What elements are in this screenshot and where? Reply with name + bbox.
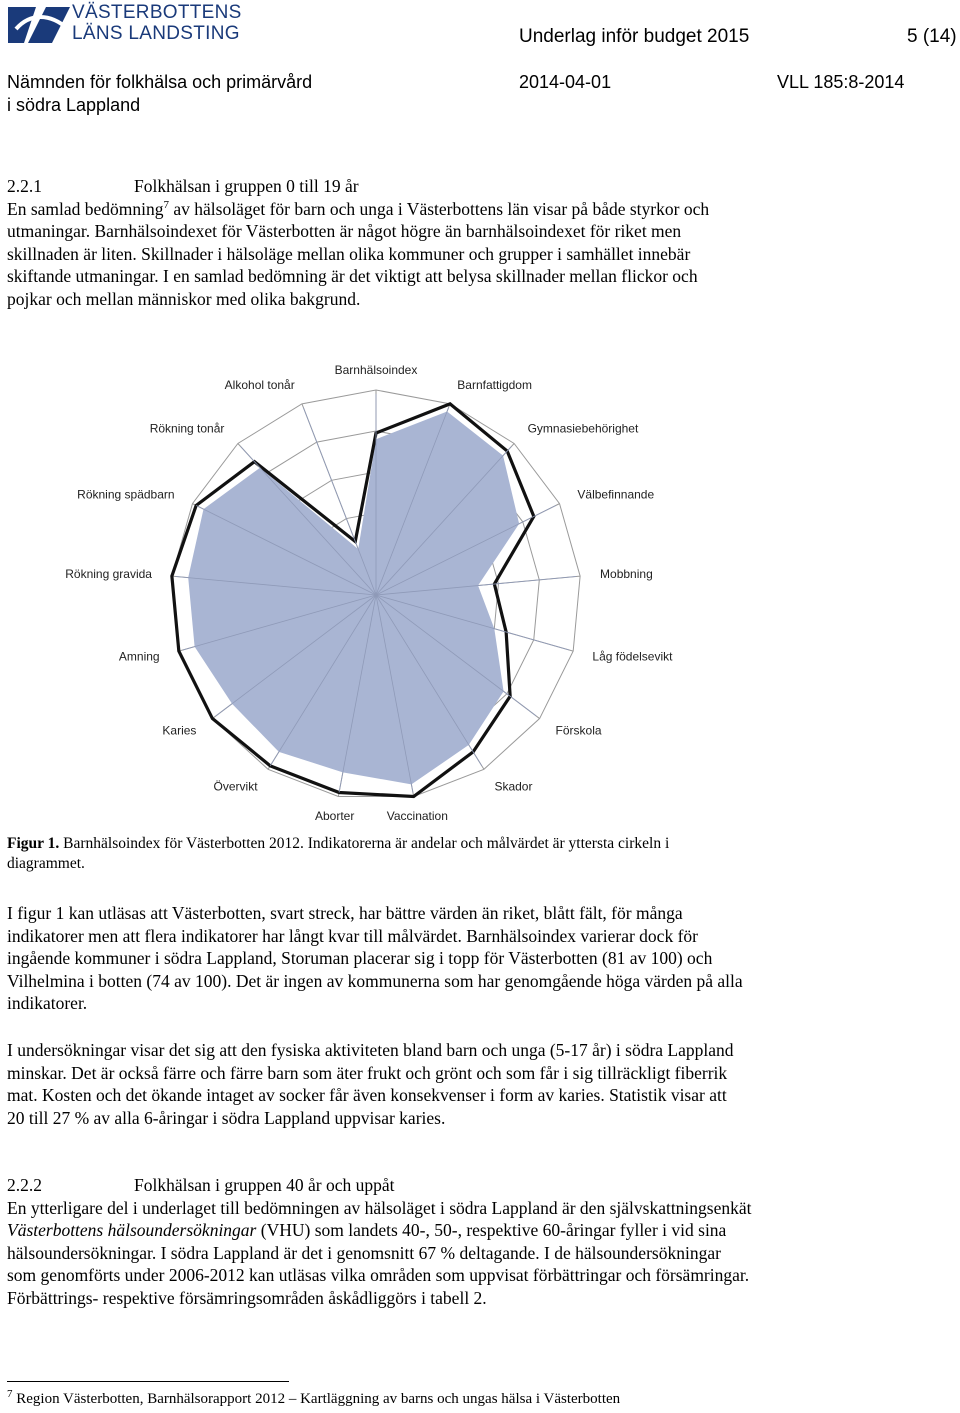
section-2-2-2 <box>7 1174 752 1310</box>
section-paragraph <box>7 1197 752 1310</box>
radar-indicator-label: Skador <box>494 779 533 794</box>
figure-caption <box>7 834 742 874</box>
page-number: 5 (14) <box>907 26 957 47</box>
figure-caption-text: Barnhälsoindex för Västerbotten 2012. Indikatorerna är andelar och målvärdet är yttersta cirkeln i diagrammet. <box>7 835 670 872</box>
radar-indicator-label: Rökning gravida <box>65 567 152 582</box>
radar-indicator-label: Låg födelsevikt <box>592 649 673 664</box>
logo-mark-icon <box>6 3 72 47</box>
logo-line2: LÄNS LANDSTING <box>72 23 240 44</box>
document-title: Underlag inför budget 2015 <box>519 26 750 47</box>
radar-indicator-label: Alkohol tonår <box>224 378 295 393</box>
footnote-text: Region Västerbotten, Barnhälsorapport 2012 – Kartläggning av barns och ungas hälsa i Västerbotten <box>12 1391 621 1407</box>
paragraph-text: En samlad bedömning <box>7 198 164 219</box>
barnhalsoindex-radar-chart <box>60 356 700 821</box>
document-date: 2014-04-01 <box>519 72 612 92</box>
paragraph-text: En ytterligare del i underlaget till bedömningen av hälsoläget i södra Lappland är den självskattningsenkät <box>7 1197 752 1218</box>
figure-label: Figur 1. <box>7 835 60 852</box>
footnote-reference[interactable]: 7 <box>163 198 170 211</box>
radar-indicator-label: Amning <box>118 649 160 664</box>
radar-indicator-label: Rökning spädbarn <box>77 487 175 502</box>
radar-indicator-label: Gymnasiebehörighet <box>527 421 639 436</box>
logo-line1: VÄSTERBOTTENS <box>72 2 242 23</box>
logo-text <box>72 2 242 44</box>
radar-svg <box>60 356 700 821</box>
section-title: Folkhälsan i gruppen 40 år och uppåt <box>134 1175 395 1195</box>
footnote <box>7 1390 620 1408</box>
radar-indicator-label: Karies <box>162 723 197 738</box>
radar-indicator-label: Barnhälsoindex <box>334 363 418 377</box>
section-title: Folkhälsan i gruppen 0 till 19 år <box>134 176 359 196</box>
radar-indicator-label: Övervikt <box>213 779 258 794</box>
paragraph-physical-activity: I undersökningar visar det sig att den fysiska aktiviteten bland barn och unga (5-17 år) i södra Lappland minskar. Det är också färre och färre barn som äter frukt och grönt och som får i sig tillräckligt fiberrik mat. Kosten och det ökande intaget av socker får även konsekvenser i form av karies. Statistik visar att 20 till 27 % av alla 6-åringar i södra Lappland uppvisar karies. <box>7 1040 734 1128</box>
section-paragraph <box>7 198 742 311</box>
section-2-2-1 <box>7 175 742 311</box>
footnote-number: 7 <box>7 1388 13 1400</box>
section-number: 2.2.1 <box>7 176 42 196</box>
radar-indicator-label: Förskola <box>555 723 602 738</box>
section-heading <box>7 1174 752 1197</box>
survey-name: Västerbottens hälsoundersökningar <box>7 1220 257 1241</box>
radar-indicator-label: Mobbning <box>600 567 653 582</box>
radar-series-area <box>188 411 519 784</box>
paragraph-figure-analysis: I figur 1 kan utläsas att Västerbotten, svart streck, har bättre värden än riket, blått fält, för många indikatorer men att flera indikatorer har långt kvar till målvärdet. Barnhälsoindex varierar dock för ingående kommuner i södra Lappland, Storuman placerar sig i topp för Västerbotten (81 av 100) och Vilhelmina i botten (74 av 100). Det är ingen av kommunerna som har genomgående höga värden på alla indikatorer. <box>7 903 743 1014</box>
radar-indicator-label: Aborter <box>314 809 355 821</box>
organisation-name: Nämnden för folkhälsa och primärvård <box>7 72 313 92</box>
radar-indicator-label: Barnfattigdom <box>457 378 532 393</box>
paragraph-text: (VHU) som landets 40-, 50-, respektive 60-åringar fyller i vid sina hälsoundersökningar. I södra Lappland är det i genomsnitt 67 % deltagande. I de hälsoundersökningar som genomförts under 2006-2012 kan utläsas vilka områden som uppvisat förbättringar och försämringar. Förbättrings- respektive försämringsområden åskådliggörs i tabell 2. <box>7 1220 750 1308</box>
section-number: 2.2.2 <box>7 1175 42 1195</box>
section-heading <box>7 175 742 198</box>
document-reference: VLL 185:8-2014 <box>777 72 905 92</box>
radar-indicator-label: Välbefinnande <box>577 487 655 502</box>
organisation-region: i södra Lappland <box>7 95 141 115</box>
paragraph-text: av hälsoläget för barn och unga i Västerbottens län visar på både styrkor och utmaningar. Barnhälsoindexet för Västerbotten är något högre än barnhälsoindexet för riket men skillnaden är liten. Skillnader i hälsoläge mellan olika kommuner och grupper i samhället innebär skiftande utmaningar. I en samlad bedömning är det viktigt att belysa skillnader mellan flickor och pojkar och mellan människor med olika bakgrund. <box>7 198 710 309</box>
footnote-divider <box>7 1381 289 1382</box>
radar-indicator-label: Vaccination <box>386 809 448 821</box>
radar-indicator-label: Rökning tonår <box>149 421 225 436</box>
